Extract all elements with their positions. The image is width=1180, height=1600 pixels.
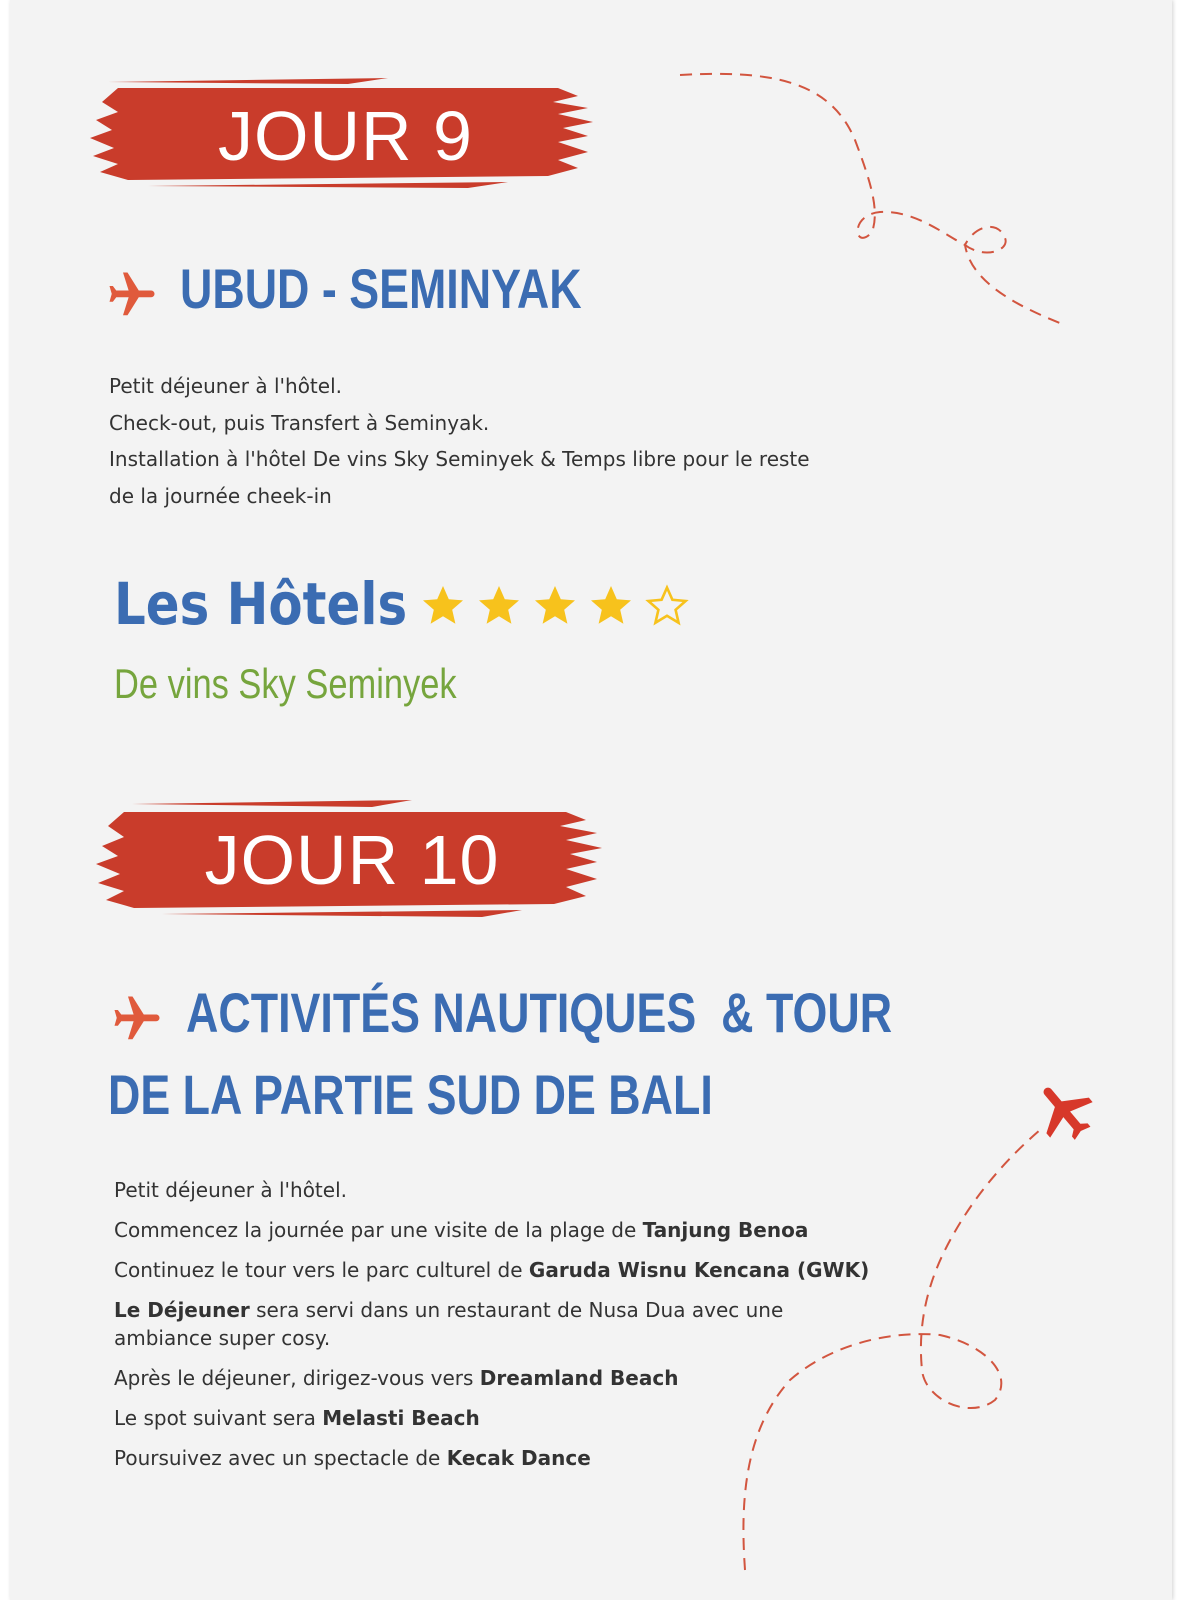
day10-line xyxy=(114,1296,869,1324)
day10-line-text: Poursuivez avec un spectacle de xyxy=(114,1446,447,1470)
day9-line: Check-out, puis Transfert à Seminyak. xyxy=(109,410,490,435)
day9-heading: UBUD - SEMINYAK xyxy=(180,257,582,320)
day10-line-text: Le spot suivant sera xyxy=(114,1406,323,1430)
day10-line-text: ambiance super cosy. xyxy=(114,1326,331,1350)
hotels-title: Les Hôtels xyxy=(114,570,408,638)
day10-heading-line1: ACTIVITÉS NAUTIQUES & TOUR xyxy=(186,981,893,1044)
day10-line xyxy=(114,1216,869,1244)
place-name: Garuda Wisnu Kencana (GWK) xyxy=(528,1258,870,1282)
day10-description xyxy=(114,1176,869,1472)
airplane-icon xyxy=(105,268,159,322)
hotel-name: De vins Sky Seminyek xyxy=(114,660,457,707)
day9-banner-text: JOUR 9 xyxy=(218,97,473,175)
day10-line xyxy=(114,1324,869,1352)
day10-line-text: Continuez le tour vers le parc culturel de xyxy=(114,1258,529,1282)
day9-line: Installation à l'hôtel De vins Sky Seminyek & Temps libre pour le reste xyxy=(109,447,810,471)
day9-banner xyxy=(88,68,603,198)
day10-line xyxy=(114,1256,869,1284)
day10-line xyxy=(114,1364,869,1392)
airplane-icon xyxy=(1025,1075,1105,1145)
day10-line-text: Petit déjeuner à l'hôtel. xyxy=(114,1178,347,1202)
star-icon xyxy=(417,582,469,630)
day10-heading-line2: DE LA PARTIE SUD DE BALI xyxy=(108,1063,713,1126)
star-icon xyxy=(585,582,637,630)
star-icon xyxy=(473,582,525,630)
place-name: Melasti Beach xyxy=(322,1406,480,1430)
day9-description xyxy=(109,368,810,514)
day10-banner xyxy=(92,792,612,927)
meal-label: Le Déjeuner xyxy=(114,1298,250,1322)
day10-line xyxy=(114,1176,869,1204)
day10-line xyxy=(114,1404,869,1432)
day10-banner-text: JOUR 10 xyxy=(204,821,500,899)
star-icon xyxy=(529,582,581,630)
activity-name: Kecak Dance xyxy=(446,1446,591,1470)
day10-line-text: sera servi dans un restaurant de Nusa Dua avec une xyxy=(249,1298,784,1322)
hotel-rating xyxy=(417,582,693,630)
day10-line-text: Commencez la journée par une visite de la plage de xyxy=(114,1218,643,1242)
place-name: Dreamland Beach xyxy=(479,1366,679,1390)
day10-line-text: Après le déjeuner, dirigez-vous vers xyxy=(114,1366,480,1390)
airplane-icon xyxy=(110,992,164,1046)
star-outline-icon xyxy=(641,582,693,630)
day10-line xyxy=(114,1444,869,1472)
place-name: Tanjung Benoa xyxy=(642,1218,809,1242)
day9-line: Petit déjeuner à l'hôtel. xyxy=(109,374,342,398)
day9-line: de la journée cheek-in xyxy=(109,483,332,508)
itinerary-page xyxy=(10,0,1172,1600)
